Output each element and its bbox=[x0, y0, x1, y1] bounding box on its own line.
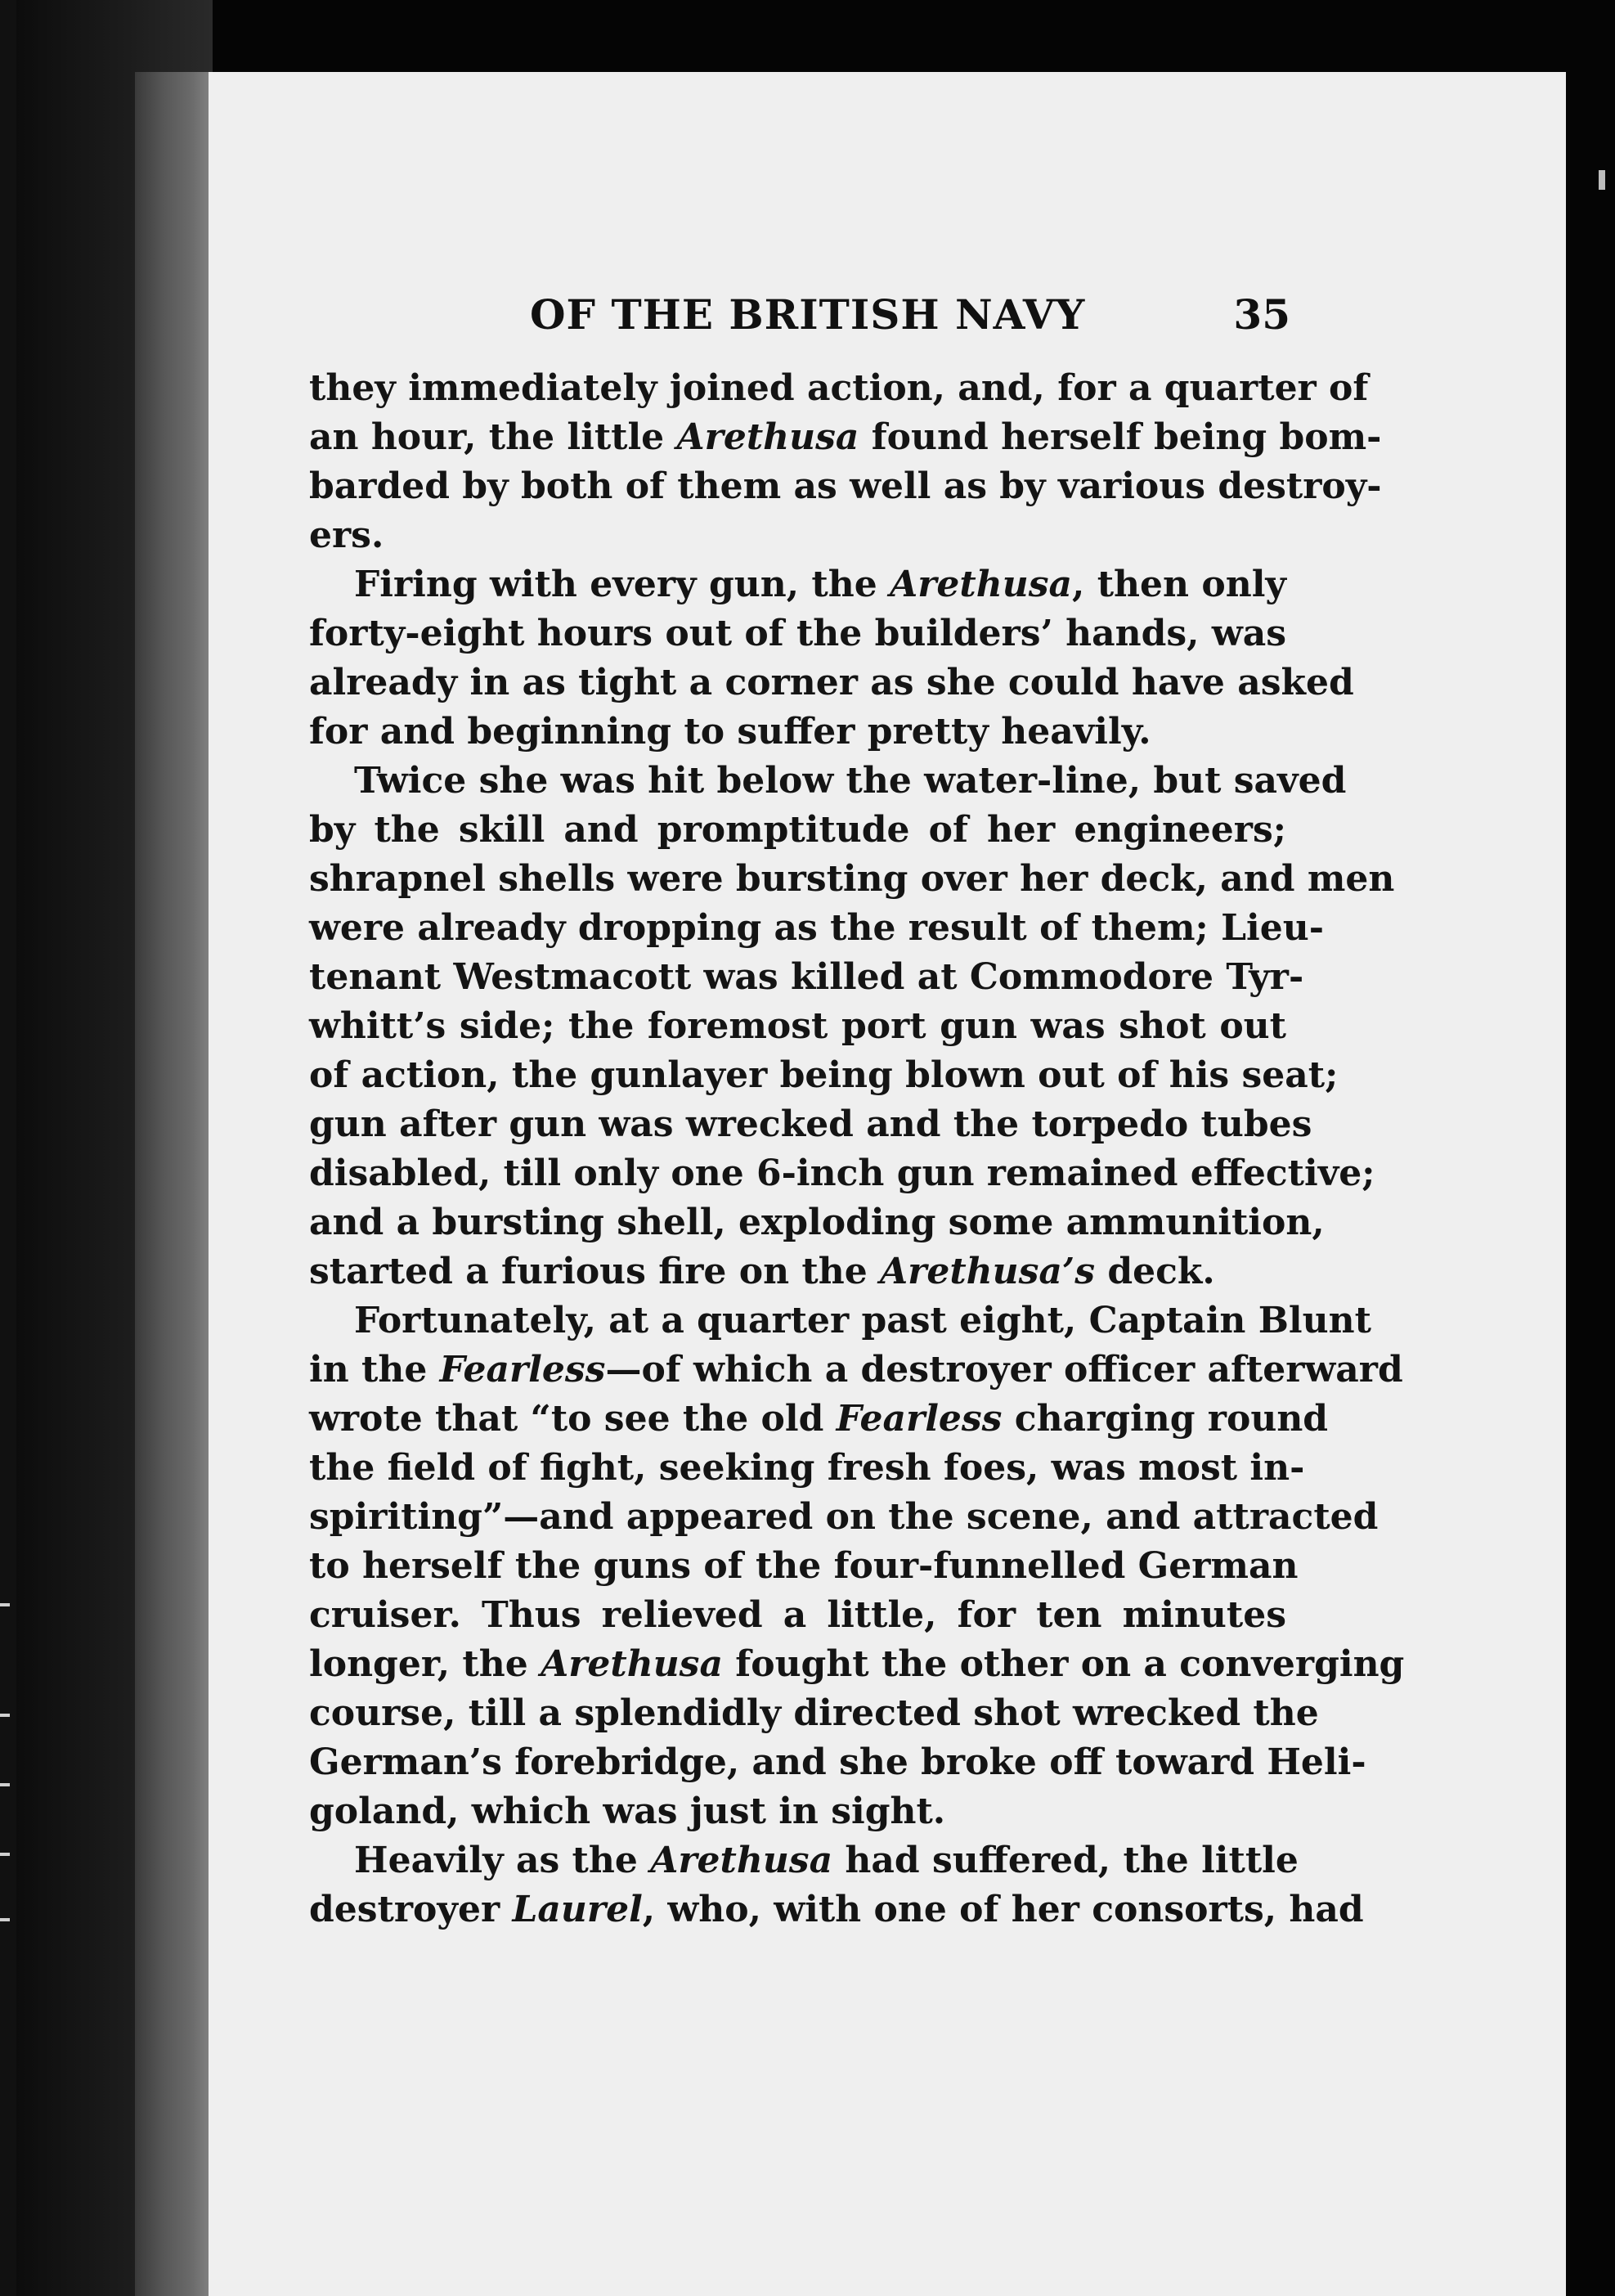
text-line: longer, the Arethusa fought the other on a converging bbox=[309, 1643, 1405, 1685]
text-line: Heavily as the Arethusa had suffered, the little bbox=[354, 1840, 1299, 1881]
edge-mark bbox=[1599, 170, 1605, 190]
text-line: already in as tight a corner as she could have asked bbox=[309, 662, 1354, 703]
edge-mark bbox=[0, 1853, 10, 1856]
text-line: they immediately joined action, and, for a quarter of bbox=[309, 367, 1369, 409]
book-binding-shadow bbox=[135, 72, 217, 2296]
edge-mark bbox=[0, 1714, 10, 1717]
text-line: Twice she was hit below the water-line, but saved bbox=[354, 760, 1347, 802]
text-line: wrote that “to see the old Fearless charging round bbox=[309, 1398, 1329, 1440]
text-line: course, till a splendidly directed shot wrecked the bbox=[309, 1692, 1319, 1734]
text-line: an hour, the little Arethusa found herself being bom- bbox=[309, 416, 1382, 458]
running-head: OF THE BRITISH NAVY bbox=[530, 290, 1086, 339]
text-line: ers. bbox=[309, 514, 384, 556]
text-line: barded by both of them as well as by various destroy- bbox=[309, 465, 1382, 507]
text-line: gun after gun was wrecked and the torpedo tubes bbox=[309, 1103, 1312, 1145]
text-line: the field of fight, seeking fresh foes, was most in- bbox=[309, 1447, 1305, 1489]
page-number: 35 bbox=[1233, 290, 1290, 339]
text-line: German’s forebridge, and she broke off toward Heli- bbox=[309, 1741, 1366, 1783]
text-line: Fortunately, at a quarter past eight, Captain Blunt bbox=[354, 1300, 1371, 1341]
scan-right-border bbox=[1566, 0, 1615, 2296]
text-line: shrapnel shells were bursting over her deck, and men bbox=[309, 858, 1395, 900]
edge-mark bbox=[0, 1603, 10, 1606]
text-line: and a bursting shell, exploding some ammunition, bbox=[309, 1202, 1325, 1243]
text-line: disabled, till only one 6-inch gun remained effective; bbox=[309, 1152, 1375, 1194]
text-line: tenant Westmacott was killed at Commodore Tyr- bbox=[309, 956, 1304, 998]
text-line: Firing with every gun, the Arethusa, then only bbox=[354, 564, 1286, 605]
text-line: whitt’s side; the foremost port gun was shot out bbox=[309, 1005, 1286, 1047]
text-line: were already dropping as the result of them; Lieu- bbox=[309, 907, 1324, 949]
text-line: by the skill and promptitude of her engineers; bbox=[309, 809, 1286, 851]
edge-mark bbox=[0, 1783, 10, 1786]
text-line: destroyer Laurel, who, with one of her consorts, had bbox=[309, 1889, 1364, 1930]
text-line: cruiser. Thus relieved a little, for ten minutes bbox=[309, 1594, 1286, 1636]
text-line: goland, which was just in sight. bbox=[309, 1791, 946, 1832]
page-header bbox=[317, 290, 1290, 348]
scan-left-edge bbox=[0, 0, 16, 2296]
text-line: of action, the gunlayer being blown out of his seat; bbox=[309, 1054, 1339, 1096]
text-line: in the Fearless—of which a destroyer officer afterward bbox=[309, 1349, 1403, 1391]
text-line: spiriting”—and appeared on the scene, and attracted bbox=[309, 1496, 1379, 1538]
edge-mark bbox=[0, 1918, 10, 1921]
text-line: started a furious fire on the Arethusa’s deck. bbox=[309, 1251, 1215, 1292]
text-line: forty-eight hours out of the builders’ hands, was bbox=[309, 613, 1286, 654]
text-line: to herself the guns of the four-funnelled German bbox=[309, 1545, 1299, 1587]
scan-top-border bbox=[0, 0, 1615, 72]
text-line: for and beginning to suffer pretty heavily. bbox=[309, 711, 1151, 753]
body-text bbox=[309, 364, 1405, 1934]
